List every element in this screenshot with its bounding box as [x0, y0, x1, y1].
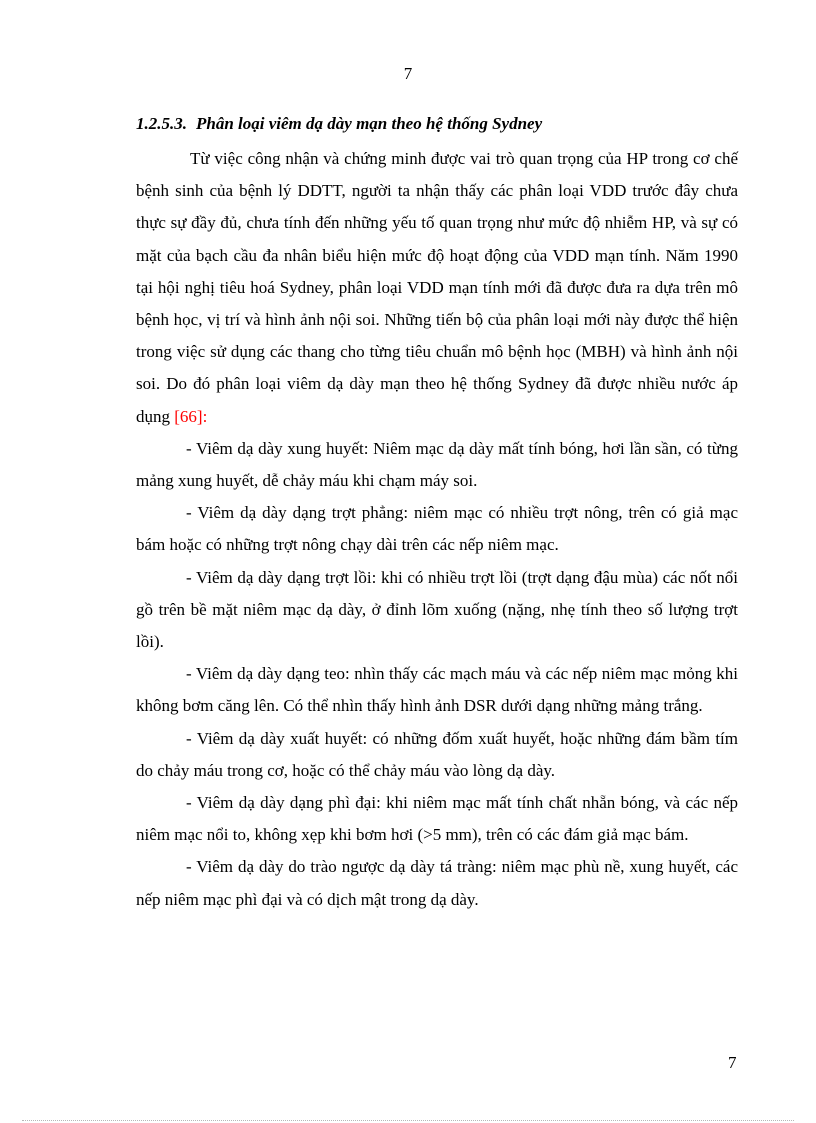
page-number-bottom: 7	[728, 1053, 737, 1072]
body-text	[136, 143, 738, 916]
page-number-top: 7	[403, 64, 413, 83]
list-item: - Viêm dạ dày do trào ngược dạ dày tá tràng: niêm mạc phù nề, xung huyết, các nếp niêm mạc phì đại và có dịch mật trong dạ dày.	[136, 857, 738, 909]
list-item: - Viêm dạ dày xung huyết: Niêm mạc dạ dày mất tính bóng, hơi lần sần, có từng mảng xung huyết, dễ chảy máu khi chạm máy soi.	[136, 438, 738, 491]
list-item: - Viêm dạ dày dạng trợt phẳng: niêm mạc có nhiều trợt nông, trên có giả mạc bám hoặc có những trợt nông chạy dài trên các nếp niêm mạc.	[136, 503, 738, 555]
section-number: 1.2.5.3.	[136, 114, 187, 133]
intro-paragraph	[136, 143, 738, 433]
list-item: - Viêm dạ dày xuất huyết: có những đốm xuất huyết, hoặc những đám bầm tím do chảy máu trong cơ, hoặc có thể chảy máu vào lòng dạ dày.	[136, 728, 738, 780]
intro-text: Từ việc công nhận và chứng minh được vai trò quan trọng của HP trong cơ chế bệnh sinh của bệnh lý DDTT, người ta nhận thấy các phân loại VDD trước đây chưa thực sự đầy đủ, chưa tính đến những yếu tố quan trọng như mức độ nhiễm HP, và sự có mặt của bạch cầu đa nhân biểu hiện mức độ hoạt động của VDD mạn tính. Năm 1990 tại hội nghị tiêu hoá Sydney, phân loại VDD mạn tính mới đã được đưa ra dựa trên mô bệnh học, vị trí và hình ảnh nội soi. Những tiến bộ của phân loại mới này được thể hiện trong việc sử dụng các thang cho từng tiêu chuẩn mô bệnh học (MBH) và hình ảnh nội soi. Do đó phân loại viêm dạ dày mạn theo hệ thống Sydney đã được nhiều nước áp dụng	[136, 149, 738, 426]
footer-divider	[22, 1120, 794, 1121]
list-item: - Viêm dạ dày dạng trợt lồi: khi có nhiều trợt lồi (trợt dạng đậu mùa) các nốt nổi gồ trên bề mặt niêm mạc dạ dày, ở đỉnh lõm xuống (nặng, nhẹ tính theo số lượng trợt lồi).	[136, 567, 738, 652]
list-item: - Viêm dạ dày dạng teo: nhìn thấy các mạch máu và các nếp niêm mạc mỏng khi không bơm căng lên. Có thể nhìn thấy hình ảnh DSR dưới dạng những mảng trắng.	[136, 664, 738, 716]
section-title: Phân loại viêm dạ dày mạn theo hệ thống Sydney	[196, 114, 543, 133]
list-item: - Viêm dạ dày dạng phì đại: khi niêm mạc mất tính chất nhẵn bóng, và các nếp niêm mạc nổi to, không xẹp khi bơm hơi (>5 mm), trên có các đám giả mạc bám.	[136, 793, 738, 845]
citation-reference: [66]:	[174, 406, 208, 426]
section-heading	[136, 114, 542, 134]
